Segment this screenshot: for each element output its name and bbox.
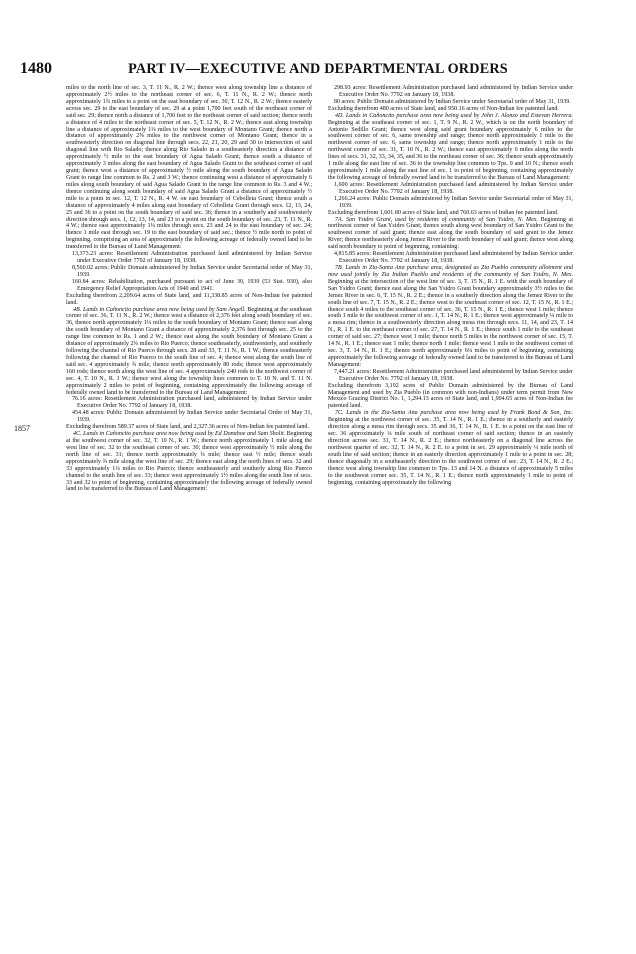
paragraph-text: Beginning at the southwest corner of sec. 32, T. 10 N., R. 1 W.; thence north approximately 1 mile along the west line of sec. 32 to the southeast corner of sec. 30; thence west approximately ½ mile along the north line of sec. 31; thence north approximately ¾ mile; thence east ½ mile; thence south approximately ¾ mile along the west line of sec. 29; thence east along the north lines of secs. 32 and 33 approximately 1¼ miles to Rio Puerco; thence southeasterly and southerly along Rio Puerco channel to the south line of sec. 33; thence west approximately 1½ miles along the south line of secs. 33 and 32 to point of beginning, containing approximately the following acreage of federally owned land to be transferred to the Bureau of Land Management: — [66, 431, 312, 493]
paragraph — [66, 251, 312, 265]
paragraph-text: Excluding therefrom 2,209.64 acres of State land, and 11,338.85 acres of Non-Indian fee patented land. — [66, 292, 312, 306]
paragraph-text: Beginning at the southeast corner of sec. 1, T. 9 N., R. 2 W., which is on the north boundary of Antonio Sedillo Grant; thence west along said grant boundary approximately 6 miles to the southwest corner of sec. 6, same township and range; thence north approximately 1 mile to the northwest corner of sec. 6, same township and range; thence north approximately 1 mile to the northwest corner of sec. 31, T. 10 N., R. 2 W.; thence east approximately 6 miles along the north lines of secs. 31, 32, 33, 34, 35, and 36 to the northeast corner of sec. 36; thence south approximately 1 mile along the east line of sec. 36 to the township line common to Tps. 9 and 10 N.; thence south approximately 1 mile along the east line of sec. 1 to point of beginning, containing approximately the following acreage of federally owned land to be transferred to the Bureau of Land Management: — [328, 119, 573, 181]
paragraph — [66, 293, 312, 307]
paragraph-text: Beginning at the intersection of the west line of sec. 3, T. 15 N., R. 1 E. with the south boundary of San Ysidro Grant; thence east along the San Ysidro Grant boundary approximately 3½ miles to the Jemez River in sec. 6, T. 15 N., R. 2 E.; thence in a southerly direction along the Jemez River to the south line of sec. 7, T. 15 N., R. 2 E.; thence west to the southeast corner of sec. 12, T. 15 N., R. 1 E.; thence south 4 miles to the southeast corner of sec. 36, T. 15 N., R. 1 E.; thence west 1 mile; thence south 1 mile to the southwest corner of sec. 1, T. 14 N., R. 1 E.; thence west approximately ¼ mile to a mesa rim; thence in a southwesterly direction along mesa rim through secs. 11, 14, and 23, T. 14 N., R. 1 E. to the northeast corner of sec. 27, T. 14 N., R. 1 E.; thence south 1 mile to the southeast corner of said sec. 27; thence west 1 mile; thence north 5 miles to the northwest corner of sec. 15, T. 14 N., R. 1 E.; thence east 1 mile; thence north 1 mile; thence west 1 mile to the southwest corner of sec. 3, T. 14 N., R. 1 E.; thence north approximately 6¼ miles to point of beginning, containing approximately the following acreage of federally owned land to be transferred to the Bureau of Land Management: — [328, 278, 573, 368]
paragraph — [66, 279, 312, 293]
paragraph-lead: 4C. Lands in Cañoncito purchase area now being used by Ed Donahoe and Sam Sholit. — [73, 431, 286, 438]
page-header — [0, 60, 636, 84]
paragraph — [328, 217, 573, 252]
paragraph — [328, 113, 573, 182]
paragraph — [66, 307, 312, 397]
paragraph — [328, 251, 573, 265]
paragraph — [328, 99, 573, 106]
paragraph — [328, 210, 573, 217]
paragraph-text: 1,600 acres: Resettlement Administration purchased land administered by Indian Service under Executive Order No. 7792 of January 18, 1938. — [334, 181, 573, 195]
paragraph-lead: 4D. Lands in Cañoncito purchase area now being used by John J. Alonzo and Estevan Herrera. — [335, 112, 573, 119]
paragraph-text: 76.16 acres: Resettlement Administration purchased land, administered by Indian Service under Executive Order No. 7792 of January 18, 1938. — [72, 396, 312, 410]
page-number: 1480 — [20, 60, 52, 77]
paragraph-lead: 7C. Lands in the Zia-Santa Ana purchase area now being used by Frank Bond & Son, Inc. — [335, 410, 573, 417]
paragraph-text: Beginning at the southeast corner of sec. 36, T. 11 N., R. 2 W.; thence west a distance of 2,376 feet along south boundary of sec. 36, thence north approximately 1¼ miles to the south boundary of Montano Grant; thence east along the south boundary of Montano Grant a distance of approximately 2,376 feet through sec. 25 to the range line common to Rs. 1 and 2 W.; thence east along the south boundary of Montano Grant a distance of approximately 2¾ miles to Rio Puerco; thence southeasterly, southwesterly, and southerly following the channel of Rio Puerco through secs. 28 and 33, T. 11 N., R. 1 W.; thence southeasterly following the channel of Rio Puerco to the south line of sec. 4; thence west along the south line of said sec. 4 approximately ¾ mile; thence north approximately 80 rods; thence west approximately 160 rods; thence north along the west line of sec. 4 approximately 240 rods to the northwest corner of sec. 4, T. 10 N., R. 1 W.; thence west along the township lines common to T. 10 N. and T. 11 N. approximately 2 miles to point of beginning, containing approximately the following acreage of federally owned land to be transferred to the Bureau of Land Management: — [66, 306, 313, 396]
paragraph — [328, 369, 573, 383]
paragraph — [66, 265, 312, 279]
running-head: PART IV—EXECUTIVE AND DEPARTMENTAL ORDERS — [128, 61, 508, 77]
paragraph — [66, 85, 312, 251]
paragraph-text: 1,266.24 acres: Public Domain administered by Indian Service under Secretarial order of May 31, 1939. — [334, 195, 573, 209]
paragraph-text: 13,373.23 acres: Resettlement Administration purchased land administered by Indian Service under Executive Order 7792 of January 18, 1938. — [72, 251, 312, 265]
paragraph-text: 4,815.85 acres: Resettlement Administration purchased land administered by Indian Service under Executive Order No. 7792 of January 18, 1938. — [334, 251, 573, 265]
paragraph-text: Beginning at the northwest corner of sec. 35, T. 14 N., R. 1 E.; thence in a southerly and easterly direction along a mesa rim through secs. 35 and 36, T. 14 N., R. 1 E. to a point on the east line of sec. 36 approximately ¼ mile south of northeast corner of said section; thence in an easterly direction across sec. 31, T. 14 N., R. 2 E.; thence northeasterly on a diagonal line across the northwest quarter of sec. 32, T. 14 N., R. 2 E. to a point in sec. 29 approximately ¼ mile north of south line of said section; thence in an easterly direction approximately 1 mile to a point in sec. 28; thence diagonally in a southeasterly direction to the southwest corner of sec. 23, T. 14 N., R. 2 E.; thence west along township line common to Tps. 13 and 14 N. a distance of approximately 5 miles to the southwest corner sec. 35, T. 14 N., R. 1 E.; thence north approximately 1 mile to point of beginning, containing approximately the following — [328, 417, 573, 486]
paragraph-text: 7,447.21 acres: Resettlement Administration purchased land administered by Indian Service under Executive Order No. 7792 of January 18, 1938. — [334, 368, 573, 382]
paragraph — [66, 410, 312, 424]
right-column — [328, 85, 573, 486]
paragraph-lead: 7B. Lands in Zia-Santa Ana purchase area, designated as Zia Pueblo community allotment and now used jointly by Zia Indian Pueblo and residents of the community of San Ysidro, N. Mex. — [328, 264, 573, 278]
paragraph-lead: 7A. San Ysidro Grant, used by residents of community of San Ysidro, N. Mex. — [335, 216, 538, 223]
paragraph-text: Excluding therefrom 1,601.80 acres of State land, and 760.63 acres of Indian fee patented land. — [328, 209, 559, 216]
paragraph-text: 8,560.02 acres: Public Domain administered by Indian Service under Secretarial order of May 31, 1939. — [72, 264, 312, 278]
paragraph — [328, 182, 573, 196]
paragraph — [66, 396, 312, 410]
paragraph-text: 160.84 acres: Rehabilitation, purchased pursuant to act of June 30, 1939 (53 Stat. 930), also Emergency Relief Appropriation Acts of 1940 and 1941. — [72, 278, 312, 292]
paragraph-text: Excluding therefrom 589.37 acres of State land, and 2,327.36 acres of Non-Indian fee patented land. — [66, 424, 309, 431]
paragraph-text: 80 acres: Public Domain administered by Indian Service under Secretarial order of May 31, 1939. — [334, 98, 571, 105]
paragraph — [328, 196, 573, 210]
paragraph — [328, 85, 573, 99]
paragraph — [66, 431, 312, 493]
paragraph-text: 298.93 acres: Resettlement Administration purchased land administered by Indian Service under Executive Order No. 7792 on January 18, 1938. — [334, 85, 573, 98]
paragraph-lead: 4B. Lands in Cañoncito purchase area now being used by Sam Angell. — [73, 306, 246, 313]
paragraph-text: Excluding therefrom 480 acres of State land, and 950.16 acres of Non-Indian fee patented land. — [328, 105, 559, 112]
paragraph — [328, 106, 573, 113]
paragraph-text: 454.48 acres: Public Domain administered by Indian Service under Secretarial Order of May 31, 1939. — [72, 410, 312, 424]
paragraph — [328, 265, 573, 369]
paragraph-text: Beginning at northwest corner of San Ysidro Grant; thence south along west boundary of San Ysidro Grant to the southwest corner of said grant; thence east along the south boundary of said grant to the Jemez River; thence northeasterly along Jemez River to the north boundary of said grant; thence west along said north boundary to point of beginning, containing: — [328, 216, 574, 251]
paragraph — [328, 410, 573, 486]
paragraph-text: Excluding therefrom 3,192 acres of Public Domain administered by the Bureau of Land Management and used by Zia Pueblo (in common with non-Indians) under term permit from New Mexico Grazing District No. 1, 1,294.13 acres of State land, and 1,904.65 acres of Non-Indian fee patented land. — [328, 382, 573, 410]
left-column — [66, 85, 312, 493]
margin-note: 1857 — [14, 424, 30, 433]
paragraph — [328, 383, 573, 411]
paragraph-text: miles to the north line of sec. 3, T. 11 N., R. 2 W.; thence west along township line a distance of approximately 2½ miles to the northeast corner of sec. 6, T. 11 N., R. 2 W.; thence north approximately 1¾ miles to a point on the east boundary of sec. 30, T. 12 N., R. 2 W.; thence easterly across sec. 29 to the east boundary of sec. 29 at a point 1,700 feet south of the northeast corner of said sec. 29; thence north a distance of 1,700 feet to the northeast corner of said section; thence north a distance of 4 miles to the northeast corner of sec. 5, T. 12 N., R. 2 W.; thence east along township line a distance of approximately 1¼ miles to the west boundary of Montano Grant; thence north a distance of approximately 2⅝ miles to the northwest corner of Montano Grant; thence in a southwesterly direction on diagonal line through secs. 22, 21, 20, 29 and 30 to intersection of said diagonal line with Rio Salado; thence along Rio Salado in a southeasterly direction a distance of approximately ½ mile to the east boundary of Agua Salado Grant; thence south a distance of approximately 3 miles along the east boundary of Agua Salado Grant to the southeast corner of said grant; thence west a distance of approximately ½ mile along the south boundary of Agua Salado Grant to range line common to Rs. 2 and 3 W.; thence continuing west a distance of approximately 6 miles along south boundary of said Agua Salado Grant to the range line common to Rs. 3 and 4 W.; thence continuing along south boundary of said Agua Salado Grant a distance of approximately ½ mile to a point in sec. 12, T. 12 N., R. 4 W. on east boundary of Cebolleta Grant; thence south a distance of approximately 4 miles along east boundary of Cebolleta Grant through secs. 12, 13, 24, 25 and 36 to a point on the south boundary of said sec. 36; thence in a southerly and southwesterly direction through secs. 1, 12, 13, 14, and 23 to a point on the south boundary of sec. 23, T. 11 N., R. 4 W.; thence east approximately 1¼ miles through secs. 23 and 24 to the east boundary of sec. 24; thence 1 mile east through sec. 19 to the east boundary of said sec.; thence ½ mile north to point of beginning, comprising an area of approximately the following acreage of federally owned land to be transferred to the Bureau of Land Management: — [66, 85, 312, 251]
